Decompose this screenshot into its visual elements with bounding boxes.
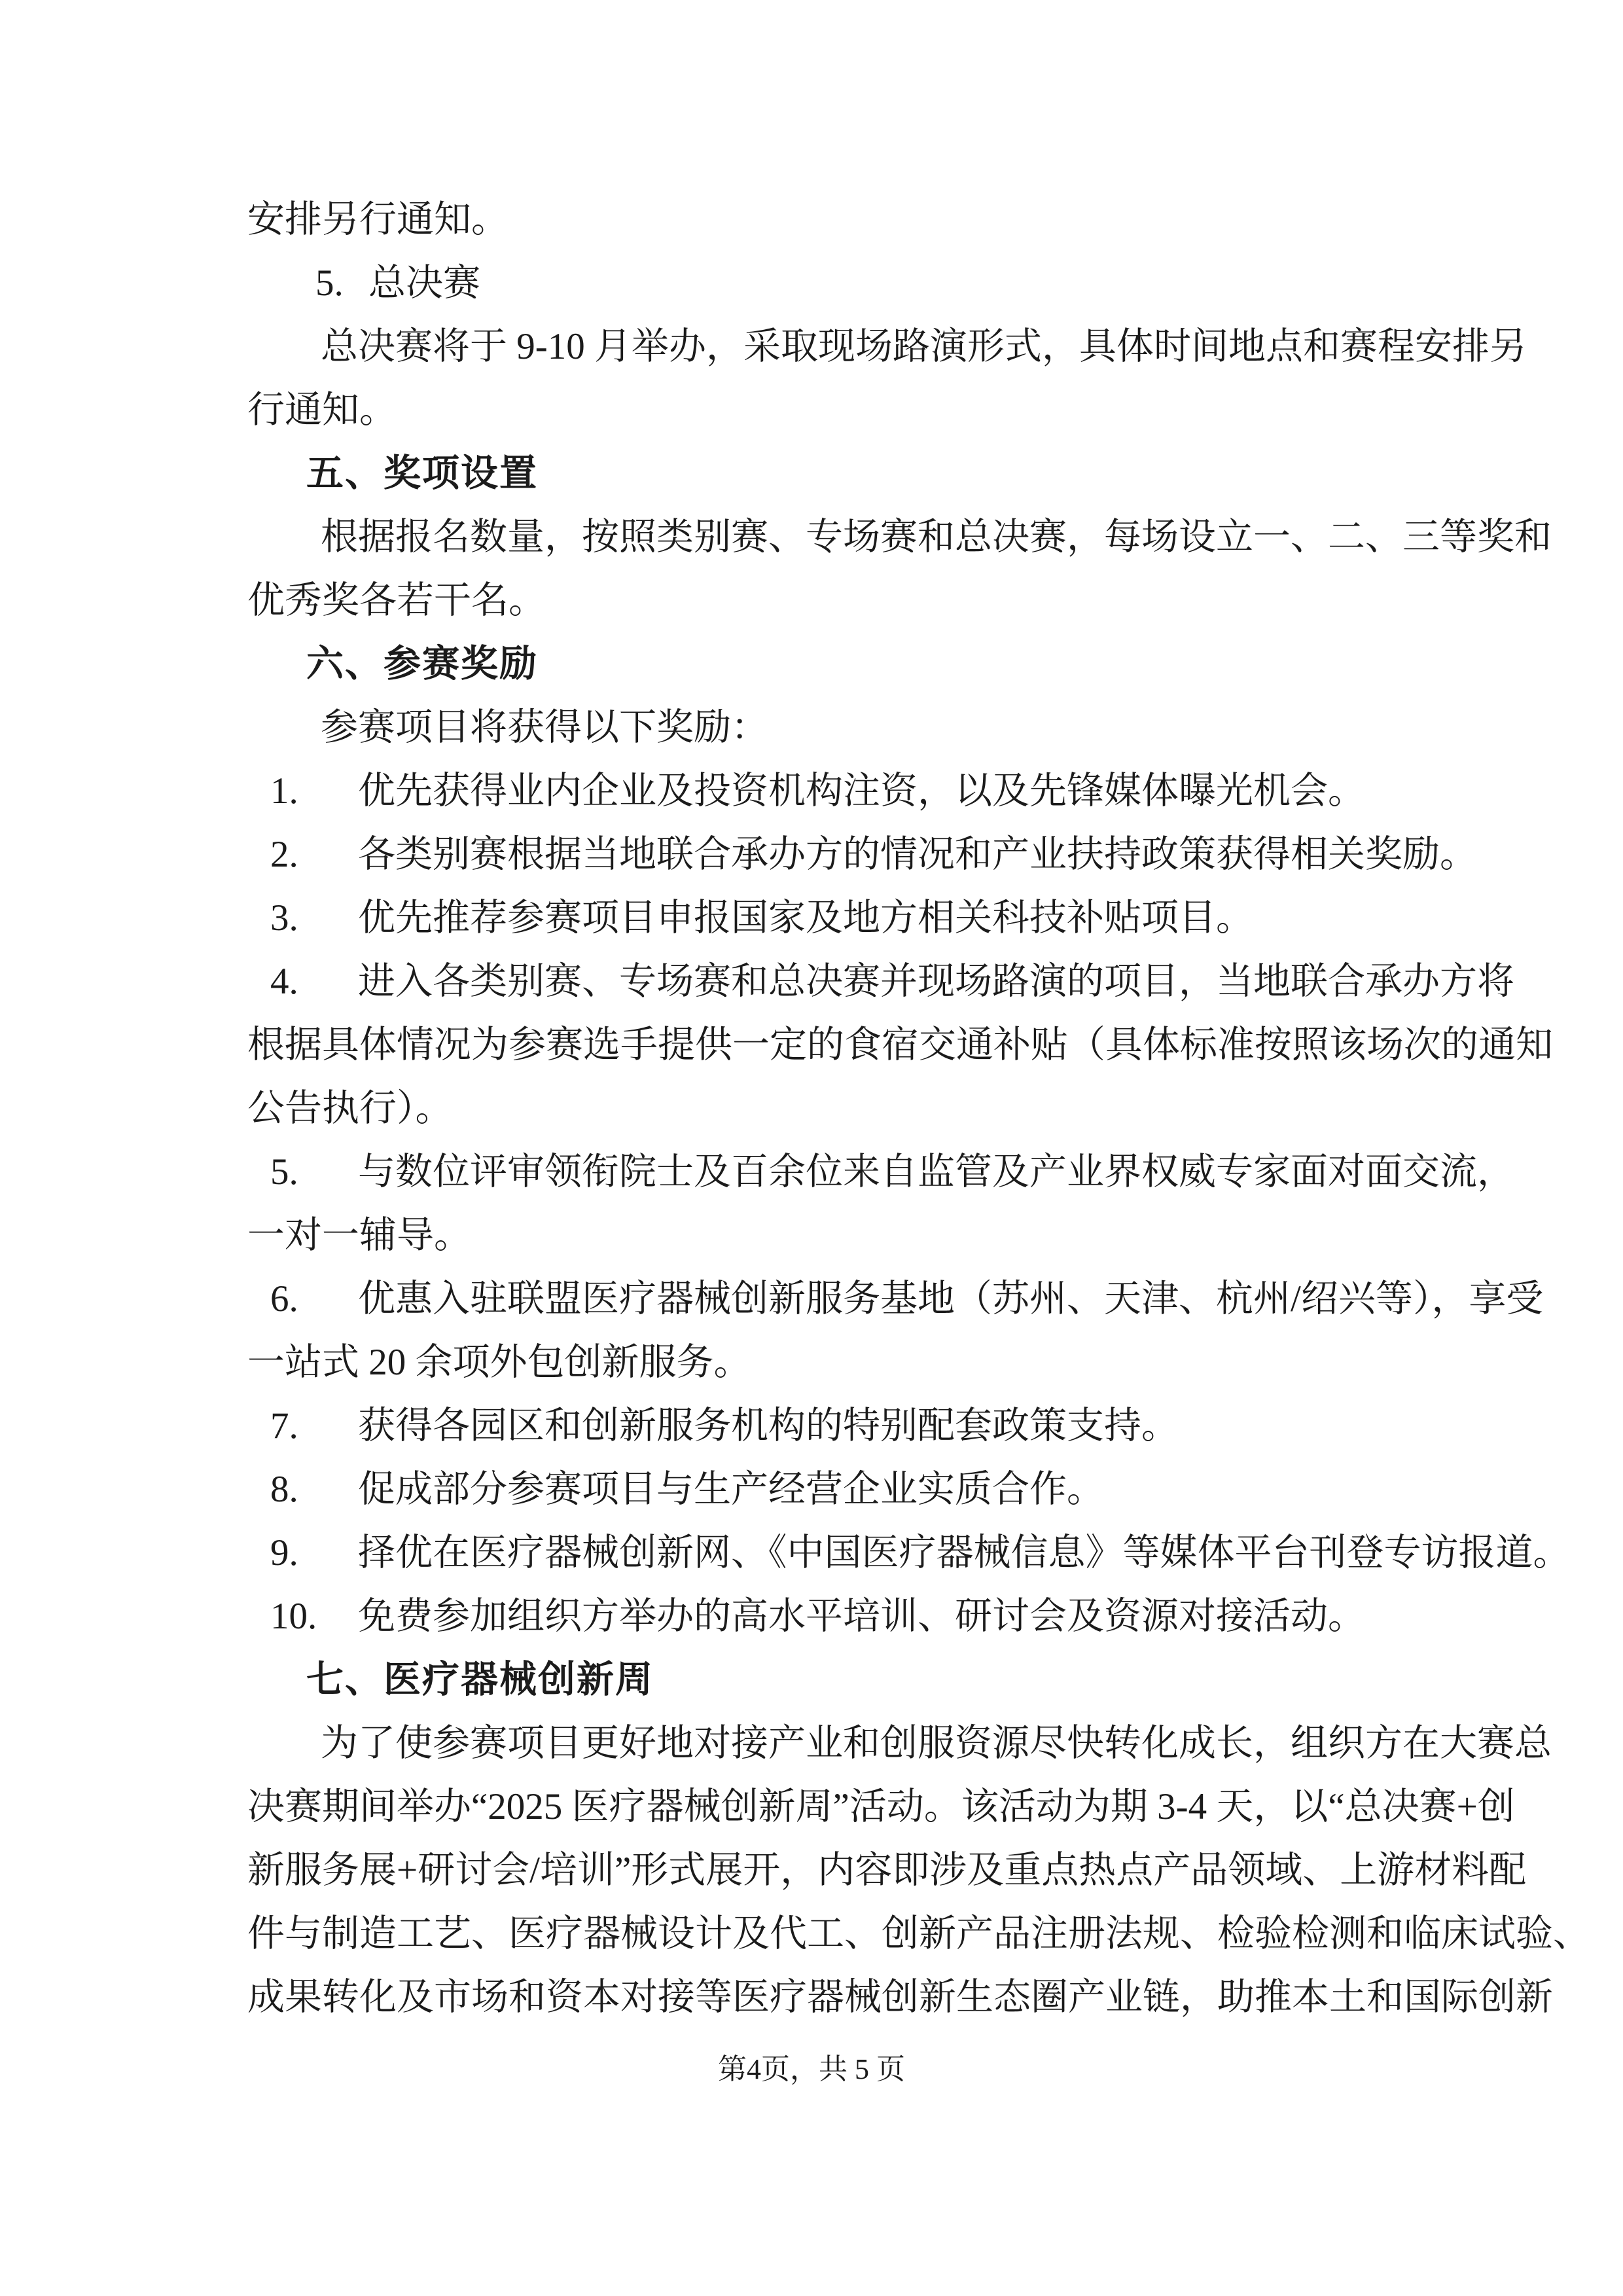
list-item [247, 1394, 1376, 1458]
paragraph-line: 总决赛将于 9-10 月举办，采取现场路演形式，具体时间地点和赛程安排另 [321, 326, 1527, 367]
list-item [247, 950, 1514, 1013]
list-number: 7. [270, 1405, 298, 1446]
list-number: 5. [315, 262, 344, 304]
list-item [247, 1267, 1544, 1331]
paragraph-line: 参赛项目将获得以下奖励： [321, 707, 768, 748]
paragraph-line: 一对一辅导。 [247, 1215, 471, 1256]
list-item-text: 与数位评审领衔院士及百余位来自监管及产业界权威专家面对面交流， [358, 1151, 1514, 1193]
list-item-text: 获得各园区和创新服务机构的特别配套政策支持。 [358, 1405, 1179, 1446]
paragraph-line: 优秀奖各若干名。 [247, 580, 546, 621]
list-item [247, 251, 1376, 315]
paragraph-line: 一站式 20 余项外包创新服务。 [247, 1342, 751, 1383]
list-item [247, 1458, 1376, 1521]
paragraph-line: 根据报名数量，按照类别赛、专场赛和总决赛，每场设立一、二、三等奖和 [321, 516, 1552, 558]
section-heading-incentives: 六、参赛奖励 [306, 643, 538, 685]
paragraph-line: 决赛期间举办“2025 医疗器械创新周”活动。该活动为期 3-4 天，以“总决赛+创 [247, 1786, 1515, 1827]
paragraph-line: 为了使参赛项目更好地对接产业和创服资源尽快转化成长，组织方在大赛总 [321, 1723, 1552, 1764]
list-number: 5. [270, 1151, 298, 1193]
list-number: 8. [270, 1469, 298, 1510]
list-item-text: 促成部分参赛项目与生产经营企业实质合作。 [358, 1469, 1104, 1510]
list-number: 3. [270, 897, 298, 939]
paragraph-line: 成果转化及市场和资本对接等医疗器械创新生态圈产业链，助推本土和国际创新 [247, 1977, 1553, 2018]
list-item [247, 1140, 1514, 1204]
list-item [247, 1585, 1376, 1648]
document-body [247, 188, 1590, 2029]
paragraph-line: 行通知。 [247, 389, 397, 431]
paragraph-line: 根据具体情况为参赛选手提供一定的食宿交通补贴（具体标准按照该场次的通知 [247, 1024, 1553, 1066]
paragraph-line: 安排另行通知。 [247, 199, 508, 240]
list-item [247, 886, 1376, 950]
page-footer: 第4页，共 5 页 [718, 2053, 905, 2085]
list-number: 2. [270, 834, 298, 875]
section-heading-innovation-week: 七、医疗器械创新周 [306, 1659, 654, 1700]
list-item-text: 各类别赛根据当地联合承办方的情况和产业扶持政策获得相关奖励。 [358, 834, 1477, 875]
list-number: 1. [270, 770, 298, 812]
list-item-text: 择优在医疗器械创新网、《中国医疗器械信息》等媒体平台刊登专访报道。 [358, 1532, 1571, 1573]
list-item [247, 759, 1376, 823]
list-item-text: 优先获得业内企业及投资机构注资，以及先锋媒体曝光机会。 [358, 770, 1365, 812]
list-item [247, 823, 1477, 886]
list-item-text: 优先推荐参赛项目申报国家及地方相关科技补贴项目。 [358, 897, 1253, 939]
section-heading-awards: 五、奖项设置 [306, 452, 538, 494]
paragraph-line: 公告执行）。 [247, 1088, 453, 1129]
paragraph-line: 新服务展+研讨会/培训”形式展开，内容即涉及重点热点产品领域、上游材料配 [247, 1850, 1527, 1891]
list-item [247, 1521, 1571, 1585]
list-number: 9. [270, 1532, 298, 1573]
list-number: 4. [270, 961, 298, 1002]
list-item-text: 免费参加组织方举办的高水平培训、研讨会及资源对接活动。 [358, 1596, 1365, 1637]
list-item-text: 总决赛 [368, 262, 480, 304]
list-number: 6. [270, 1278, 298, 1319]
list-item-text: 优惠入驻联盟医疗器械创新服务基地（苏州、天津、杭州/绍兴等），享受 [358, 1278, 1544, 1319]
paragraph-line: 件与制造工艺、医疗器械设计及代工、创新产品注册法规、检验检测和临床试验、 [247, 1913, 1590, 1954]
list-number: 10. [270, 1596, 317, 1637]
list-item-text: 进入各类别赛、专场赛和总决赛并现场路演的项目，当地联合承办方将 [358, 961, 1514, 1002]
